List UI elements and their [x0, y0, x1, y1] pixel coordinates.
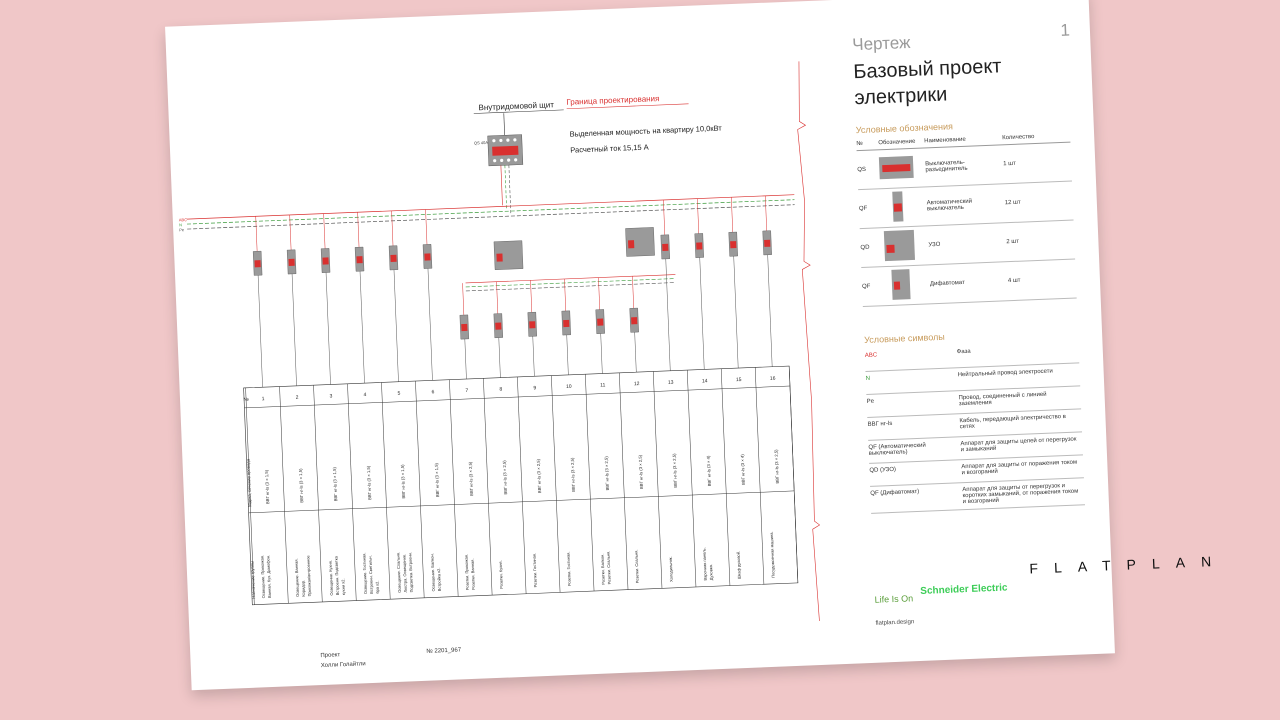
group-cable: ВВГ нг-ls (3 × 2,5) — [637, 454, 644, 490]
group-purpose: Холодильник. — [667, 556, 674, 583]
legend-code: QF — [861, 283, 871, 291]
group-cable: ВВГ нг-ls (3 × 2,5) — [467, 461, 475, 496]
group-purpose: Встройка х2. — [435, 567, 442, 592]
bus-label-n: N — [178, 222, 182, 228]
phase-tap — [426, 209, 427, 244]
group-purpose: Посудомоечная машина. — [768, 531, 776, 578]
symbol-desc: Провод, соединенный с линией заземления — [958, 391, 1047, 408]
footer-project-label: Проект — [320, 652, 341, 660]
phase-tap — [598, 278, 599, 310]
group-purpose: Освещение. Кухня. — [327, 559, 335, 596]
table-grid — [244, 366, 798, 605]
symbol-code: QF (Дифавтомат) — [870, 488, 920, 497]
breaker-qf — [494, 314, 503, 338]
legend-qty: 1 шт — [1003, 160, 1016, 168]
footer-author: Холли Голайтли — [320, 661, 366, 670]
symbol-phase: Фаза — [956, 348, 971, 356]
qd-symbol — [882, 229, 929, 263]
groups-table — [243, 366, 798, 605]
feeder-line — [428, 268, 432, 380]
feeder-line — [734, 256, 738, 368]
group-number: 14 — [701, 378, 708, 385]
row-label-cable: Марка, сечение провода — [245, 458, 253, 507]
group-cable: ВВГ нг-ls (3 × 1,5) — [297, 468, 305, 503]
legend-name: УЗО — [928, 241, 941, 249]
group-cable: ВВГ нг-ls (3 × 4) — [705, 455, 712, 487]
footer-number: № 2201_967 — [426, 647, 462, 655]
boundary-label: Граница проектирования — [566, 94, 660, 107]
group-number: 11 — [600, 382, 606, 389]
diff-symbol — [883, 268, 930, 302]
legend-header-no: № — [856, 140, 863, 148]
main-breaker-label: QS 40A — [473, 139, 489, 146]
group-purpose: Освещение. Ванная. — [293, 558, 301, 598]
document-title: Базовый проект электрики — [852, 55, 1002, 110]
feeder-line — [533, 336, 535, 376]
group-number: 12 — [633, 381, 640, 388]
group-number: 7 — [465, 387, 469, 395]
phase-tap — [324, 214, 325, 249]
group-number: 6 — [431, 389, 435, 396]
legend-qty: 12 шт — [1004, 199, 1021, 207]
group-number: 3 — [329, 393, 333, 400]
group-purpose: Розетки. Спальня. — [605, 550, 612, 585]
qs-symbol — [879, 153, 926, 183]
breaker-qf — [661, 235, 670, 259]
group-purpose: Коридор. — [300, 579, 307, 597]
group-cable: ВВГ нг-ls (3 × 1,5) — [365, 465, 373, 501]
group-cable: ВВГ нг-ls (3 × 1,5) — [433, 463, 441, 498]
group-number: 5 — [397, 390, 401, 397]
drawing-sheet — [165, 0, 1228, 690]
feeder-line — [292, 274, 296, 386]
symbol-desc: Аппарат для защиты от поражения током и возгораний — [961, 459, 1078, 477]
breaker-qf — [287, 250, 296, 274]
group-purpose: бра х2. — [374, 580, 380, 594]
group-purpose: Розетки. Гостиная. — [565, 551, 572, 587]
breaker-qf — [460, 315, 469, 339]
group-cable: ВВГ нг-ls (3 × 1,5) — [331, 467, 339, 502]
document-kind: Чертеж — [851, 32, 911, 55]
group-purpose: Духовка. — [708, 563, 714, 581]
symbol-code: QD (УЗО) — [869, 466, 897, 474]
breaker-qf — [389, 246, 398, 270]
feeder-line — [360, 271, 364, 383]
legend-qty: 2 шт — [1006, 238, 1020, 246]
phase-tap — [632, 276, 633, 308]
legend-name: Дифавтомат — [929, 279, 965, 288]
group-cable: ВВГ нг-ls (3 × 1,5) — [399, 464, 407, 499]
group-purpose: Прихожая/встроенное — [305, 555, 313, 597]
title-block — [837, 0, 1228, 663]
legend-code: QD — [860, 244, 870, 252]
group-purpose: Подсветка. Встроенн. — [407, 551, 414, 593]
symbol-code: QF (Автоматический выключатель) — [868, 442, 926, 457]
group-number: 1 — [261, 396, 265, 403]
group-number: 15 — [735, 376, 742, 384]
group-number: 9 — [533, 385, 537, 392]
feeder-line — [499, 338, 501, 378]
feeder-line — [394, 270, 398, 382]
group-cable: ВВГ нг-ls (3 × 2,5) — [535, 458, 543, 494]
breaker-qf — [321, 248, 330, 272]
group-cable: ВВГ нг-ls (3 × 2,5) — [773, 449, 780, 484]
symbols-table — [865, 340, 1085, 513]
group-number: 8 — [499, 386, 503, 393]
group-purpose: Встроенн. Подсветка — [333, 556, 341, 596]
phase-tap — [731, 197, 732, 232]
group-number: 13 — [667, 379, 674, 386]
legend-code: QF — [858, 205, 868, 213]
life-is-on-brand: Life Is On — [874, 593, 914, 605]
breaker-qf — [253, 251, 262, 275]
group-purpose: Розетки. Балкон. — [599, 553, 606, 585]
group-cable: ВВГ нг-ls (3 × 1,5) — [263, 469, 271, 505]
legend-header-qty: Количество — [1002, 134, 1035, 142]
feeder-line — [635, 332, 637, 372]
symbol-code: ВВГ нг-ls — [867, 420, 893, 428]
breaker-qf — [596, 309, 605, 333]
current-text: Расчетный ток 15,15 А — [570, 142, 649, 155]
page-number: 1 — [1060, 20, 1071, 40]
breaker-qf — [355, 247, 364, 271]
group-cable: ВВГ нг-ls (3 × 2,5) — [603, 456, 611, 491]
feeder-line — [700, 258, 704, 370]
group-purpose: Встроенн. Светильн. — [367, 555, 374, 595]
group-cable: ВВГ нг-ls (3 × 2,5) — [569, 457, 577, 492]
legend-code: QS — [857, 166, 867, 174]
group-purpose: Розетки. Гостиная. — [531, 552, 538, 588]
feeder-line — [768, 255, 772, 367]
legend-name: Автоматический выключатель — [926, 198, 973, 213]
breakers-group — [252, 196, 776, 391]
rcd-qd — [626, 227, 655, 256]
group-cable: ВВГ нг-ls (3 × 2,5) — [501, 460, 509, 495]
legend-table — [856, 133, 1076, 307]
group-purpose: Освещение. Прихожая. — [259, 554, 267, 599]
phase-tap — [463, 283, 464, 315]
symbol-desc: Аппарат для защиты цепей от перегрузок и замыканий — [960, 436, 1077, 454]
group-purpose: Освещение. Балкон. — [429, 553, 436, 592]
symbol-code: N — [865, 375, 871, 382]
breaker-qf — [423, 244, 432, 268]
phase-tap — [497, 282, 498, 314]
group-purpose: Освещение. Спальня. — [395, 551, 402, 593]
breaker-qf — [562, 311, 571, 335]
group-purpose: кухни х2. — [340, 578, 346, 596]
group-purpose: Розетки. Прихожая. — [463, 553, 470, 591]
phase-tap — [531, 280, 532, 312]
legend-header-name: Наименование — [924, 136, 966, 145]
breaker-qf — [763, 231, 772, 255]
legend-row — [861, 259, 1076, 307]
legend-header-symbol: Обозначение — [878, 138, 916, 147]
bus-label-pe: Pe — [179, 227, 185, 233]
group-purpose: Розетки. Спальня. — [633, 549, 640, 584]
group-purpose: Розетки. Ванная. — [469, 558, 476, 590]
symbol-abc: ABC — [864, 352, 878, 359]
feeder-line — [567, 335, 569, 375]
cut-line — [794, 61, 825, 621]
group-number: 10 — [565, 383, 572, 391]
feeder-line — [258, 275, 262, 387]
panel-label: Внутридомовой щит — [478, 100, 555, 113]
group-purpose: Освещение. Гостиная. — [361, 552, 368, 595]
breaker-qf — [695, 233, 704, 257]
main-switch-qs — [488, 135, 523, 166]
feeder-line — [666, 259, 670, 371]
rcd-qd — [494, 241, 523, 270]
row-label-purpose: Назначение группы — [249, 560, 257, 599]
schneider-logo: Schneider Electric — [920, 582, 1008, 597]
group-purpose: Шкаф духовой. — [735, 550, 742, 580]
electrical-scheme — [165, 1, 841, 691]
group-purpose: Ванная. Кух. Домофон. — [265, 554, 273, 599]
symbol-desc: Нейтральный провод электросети — [957, 368, 1053, 379]
symbol-desc: Аппарат для защиты от перегрузок и коротких замыканий, от поражения током и возгораний — [962, 483, 1079, 506]
group-cable: ВВГ нг-ls (3 × 2,5) — [671, 453, 678, 488]
breaker-qf — [528, 312, 537, 336]
site-link: flatplan.design — [875, 619, 915, 627]
legend-name: Выключатель-разъединитель — [925, 159, 968, 174]
group-number: 16 — [769, 375, 776, 382]
flatplan-logo: FLATPLAN — [1029, 552, 1228, 577]
group-purpose: Люстра. Освещение. — [401, 553, 408, 593]
feeder-line — [601, 334, 603, 374]
legend-qty: 4 шт — [1007, 277, 1021, 285]
table-header-no: № — [243, 396, 249, 403]
symbol-desc: Кабель, передающий электричество в сетях — [959, 413, 1067, 431]
feeder-line — [465, 339, 467, 379]
breaker-qf — [729, 232, 738, 256]
group-number: 4 — [363, 392, 367, 399]
symbol-code: Pe — [866, 398, 875, 405]
breaker-qf — [630, 308, 639, 332]
bus-label-abc: ABC — [178, 217, 188, 223]
phase-tap — [564, 279, 565, 311]
group-purpose: Варочная панель. — [701, 547, 708, 581]
power-text: Выделенная мощность на квартиру 10,0кВт — [569, 123, 722, 139]
group-cable: ВВГ нг-ls (3 × 4) — [739, 454, 746, 486]
legend-title: Условные обозначения — [855, 121, 954, 136]
group-number: 2 — [295, 394, 299, 401]
feeder-line — [326, 273, 330, 385]
qf-symbol — [880, 190, 927, 224]
group-purpose: Розетки. Кухня. — [497, 560, 504, 589]
symbols-title: Условные символы — [863, 331, 945, 345]
